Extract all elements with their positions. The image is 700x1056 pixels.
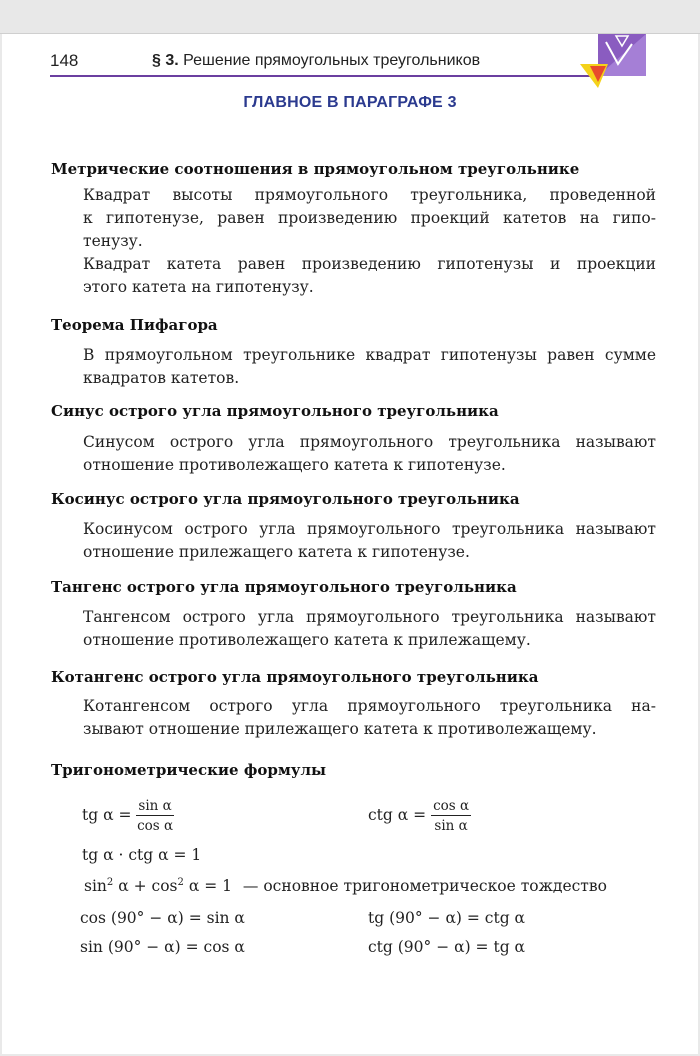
formula-ctg: ctg α = $\frac{\text{cos α}}{\text{sin α}}$ [368, 798, 470, 834]
formula-ctg-reduction: ctg (90° − α) = tg α [368, 938, 526, 956]
chapter-summary-title: ГЛАВНОЕ В ПАРАГРАФЕ 3 [243, 94, 457, 111]
formula-sin-reduction: sin (90° − α) = cos α [80, 938, 245, 956]
heading-cosine: Косинус острого угла прямоугольного треугольника [51, 490, 520, 508]
formula-tg: tg α = $\frac{\text{sin α}}{\text{cos α}}$ [82, 798, 174, 834]
paragraph-tangent: Тангенсом острого угла прямоугольного треугольника называют отношение противолежащего катета к прилежащему. [83, 608, 656, 649]
heading-cotangent: Котангенс острого угла прямоугольного треугольника [51, 668, 539, 686]
page-number: 148 [50, 51, 79, 70]
header-rule [50, 75, 590, 77]
paragraph-pythagoras: В прямоугольном треугольнике квадрат гипотенузы равен сумме квадратов катетов. [83, 346, 656, 387]
formula-main-identity: $\sin^2 \alpha + \cos^2 \alpha = 1$ — основное тригонометрическое тождество [84, 877, 607, 896]
viewer-top-bar [0, 0, 700, 34]
section-title: Решение прямоугольных треугольников [183, 52, 481, 69]
formula-tg-ctg-product: tg α · ctg α = 1 [82, 846, 202, 864]
section-mark: § 3. [152, 52, 179, 69]
book-page [2, 34, 698, 1054]
paragraph-metric: Квадрат высоты прямоугольного треугольника, проведенной к гипотенузе, равен произведению проекций катетов на гипо- тенузу. Квадрат катета равен произведению гипотенузы и проекции этого катета на гипотенузу. [83, 186, 656, 296]
fraction-tg: $\frac{\text{sin α}}{\text{cos α}}$ [137, 798, 174, 834]
fraction-ctg: $\frac{\text{cos α}}{\text{sin α}}$ [433, 798, 470, 834]
heading-tangent: Тангенс острого угла прямоугольного треугольника [51, 578, 517, 596]
running-header [152, 52, 480, 70]
paragraph-sine: Синусом острого угла прямоугольного треугольника называют отношение противолежащего катета к гипотенузе. [83, 433, 656, 474]
triangle-logo-icon [580, 34, 648, 90]
paragraph-cotangent: Котангенсом острого угла прямоугольного треугольника на- зывают отношение прилежащего катета к противолежащему. [83, 697, 656, 738]
paragraph-cosine: Косинусом острого угла прямоугольного треугольника называют отношение прилежащего катета к гипотенузе. [83, 520, 656, 561]
heading-sine: Синус острого угла прямоугольного треугольника [51, 402, 499, 420]
heading-pythagoras: Теорема Пифагора [51, 316, 218, 334]
formula-cos-reduction: cos (90° − α) = sin α [80, 909, 245, 927]
formula-tg-reduction: tg (90° − α) = ctg α [368, 909, 526, 927]
heading-metric: Метрические соотношения в прямоугольном треугольнике [51, 160, 580, 178]
heading-trig-formulas: Тригонометрические формулы [51, 761, 327, 779]
